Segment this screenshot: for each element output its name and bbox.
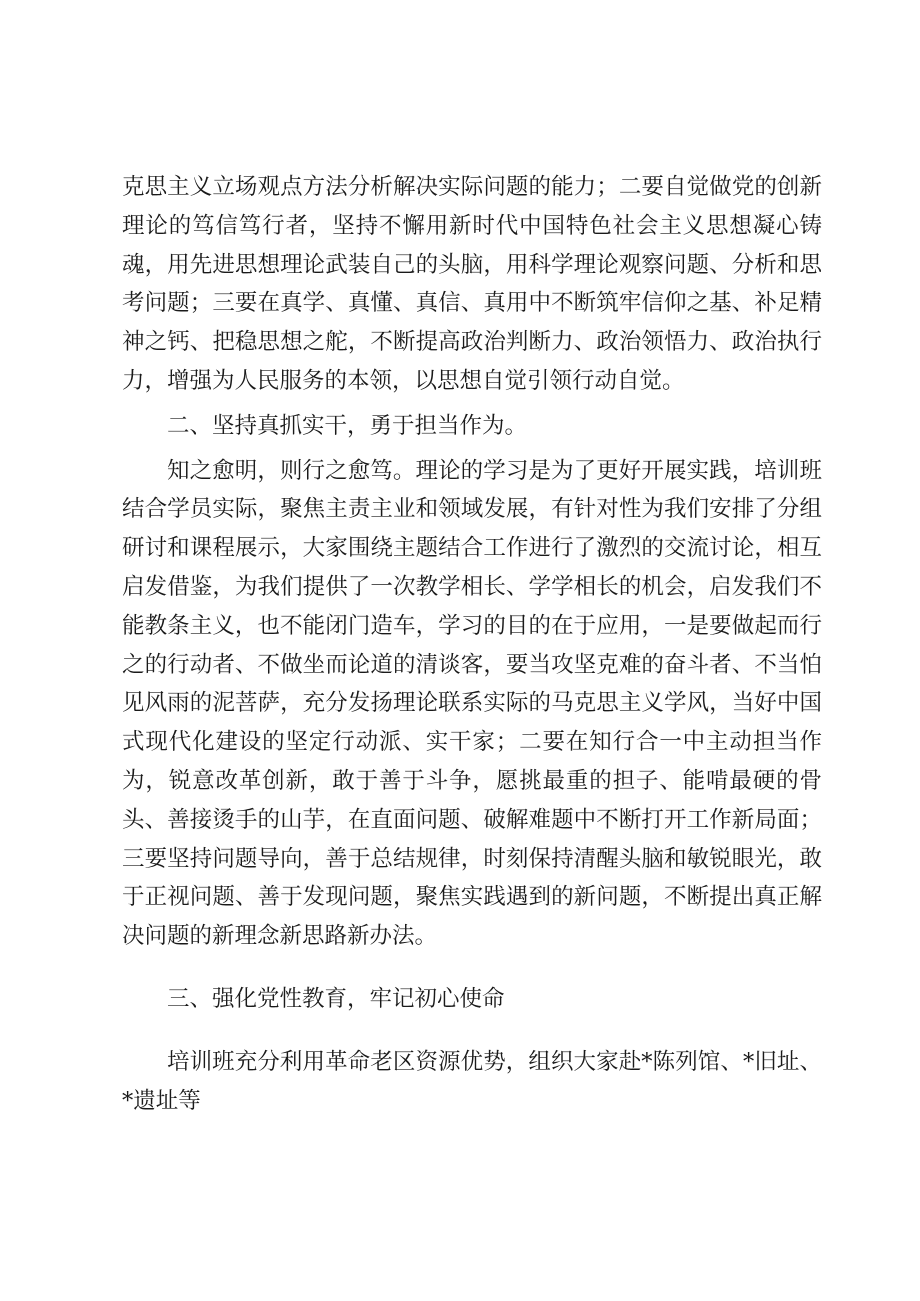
section-heading-3: 三、强化党性教育，牢记初心使命 xyxy=(167,985,505,1012)
paragraph-body-last: 培训班充分利用革命老区资源优势，组织大家赴*陈列馆、*旧址、*遗址等 xyxy=(122,1048,822,1114)
paragraph-body: 知之愈明，则行之愈笃。理论的学习是为了更好开展实践，培训班结合学员实际，聚焦主责主业和领域发展，有针对性为我们安排了分组研讨和课程展示，大家围绕主题结合工作进行了激烈的交流讨论，相互启发借鉴，为我们提供了一次教学相长、学学相长的机会，启发我们不能教条主义，也不能闭门造车，学习的目的在于应用，一是要做起而行之的行动者、不做坐而论道的清谈客，要当攻坚克难的奋斗者、不当怕见风雨的泥菩萨，充分发扬理论联系实际的马克思主义学风，当好中国式现代化建设的坚定行动派、实干家；二要在知行合一中主动担当作为，锐意改革创新，敢于善于斗争，愿挑最重的担子、能啃最硬的骨头、善接烫手的山芋，在直面问题、破解难题中不断打开工作新局面；三要坚持问题导向，善于总结规律，时刻保持清醒头脑和敏锐眼光，敢于正视问题、善于发现问题，聚焦实践遇到的新问题，不断提出真正解决问题的新理念新思路新办法。 xyxy=(122,457,822,950)
paragraph-spacer xyxy=(122,1019,822,1043)
paragraph-continuation: 克思主义立场观点方法分析解决实际问题的能力；二要自觉做党的创新理论的笃信笃行者，坚持不懈用新时代中国特色社会主义思想凝心铸魂，用先进思想理论武装自己的头脑，用科学理论观察问题、分析和思考问题；三要在真学、真懂、真信、真用中不断筑牢信仰之基、补足精神之钙、把稳思想之舵，不断提高政治判断力、政治领悟力、政治执行力，增强为人民服务的本领，以思想自觉引领行动自觉。 xyxy=(122,174,822,394)
section-heading-2: 二、坚持真抓实干，勇于担当作为。 xyxy=(167,412,528,439)
document-body xyxy=(122,168,822,1120)
paragraph-spacer xyxy=(122,956,822,980)
